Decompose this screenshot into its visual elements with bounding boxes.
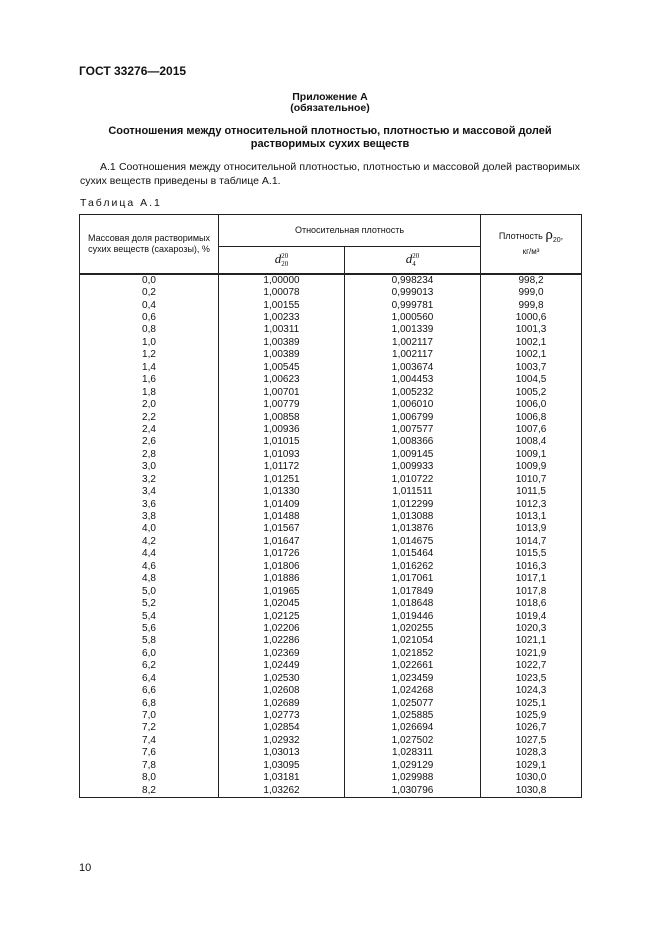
cell-mass-fraction: 7,0 — [80, 710, 219, 722]
cell-d2020: 1,00858 — [219, 411, 345, 423]
cell-mass-fraction: 8,2 — [80, 784, 219, 797]
cell-mass-fraction: 3,0 — [80, 461, 219, 473]
col-header-density — [481, 215, 582, 274]
cell-d204: 1,002117 — [345, 337, 481, 349]
table-row — [80, 772, 582, 784]
cell-d204: 0,999781 — [345, 299, 481, 311]
cell-d2020: 1,01886 — [219, 573, 345, 585]
cell-density: 1022,7 — [481, 660, 582, 672]
cell-d2020: 1,00233 — [219, 312, 345, 324]
cell-d204: 1,010722 — [345, 474, 481, 486]
cell-d2020: 1,00311 — [219, 324, 345, 336]
cell-d2020: 1,01806 — [219, 561, 345, 573]
cell-d2020: 1,03181 — [219, 772, 345, 784]
cell-mass-fraction: 2,0 — [80, 399, 219, 411]
cell-mass-fraction: 1,0 — [80, 337, 219, 349]
cell-d2020: 1,03262 — [219, 784, 345, 797]
table-row — [80, 411, 582, 423]
cell-mass-fraction: 3,2 — [80, 474, 219, 486]
annex-title: Приложение А — [292, 91, 368, 103]
cell-d2020: 1,01251 — [219, 474, 345, 486]
cell-mass-fraction: 0,0 — [80, 274, 219, 287]
cell-d2020: 1,00389 — [219, 337, 345, 349]
cell-d2020: 1,01409 — [219, 498, 345, 510]
cell-mass-fraction: 0,4 — [80, 299, 219, 311]
table-row — [80, 623, 582, 635]
cell-d2020: 1,02449 — [219, 660, 345, 672]
cell-mass-fraction: 1,2 — [80, 349, 219, 361]
section-title: Соотношения между относительной плотностью, плотностью и массовой долей растворимых сухих веществ — [108, 125, 552, 150]
cell-mass-fraction: 5,4 — [80, 610, 219, 622]
table-row — [80, 374, 582, 386]
cell-density: 1014,7 — [481, 536, 582, 548]
cell-density: 999,0 — [481, 287, 582, 299]
cell-mass-fraction: 3,6 — [80, 498, 219, 510]
table-row — [80, 561, 582, 573]
table-row — [80, 660, 582, 672]
cell-d2020: 1,02530 — [219, 673, 345, 685]
table-body — [80, 274, 582, 798]
cell-d2020: 1,02854 — [219, 722, 345, 734]
density-sep: , — [560, 231, 564, 242]
density-table — [79, 214, 582, 798]
cell-d204: 1,008366 — [345, 436, 481, 448]
d204-sub: 4 — [412, 259, 416, 268]
cell-density: 1015,5 — [481, 548, 582, 560]
cell-d204: 1,011511 — [345, 486, 481, 498]
table-row — [80, 523, 582, 535]
density-symbol: ρ — [545, 227, 553, 244]
cell-mass-fraction: 8,0 — [80, 772, 219, 784]
cell-d204: 1,020255 — [345, 623, 481, 635]
cell-density: 1030,0 — [481, 772, 582, 784]
cell-mass-fraction: 3,4 — [80, 486, 219, 498]
table-row — [80, 312, 582, 324]
table-row — [80, 784, 582, 797]
cell-mass-fraction: 5,0 — [80, 585, 219, 597]
cell-d2020: 1,02206 — [219, 623, 345, 635]
cell-d204: 1,012299 — [345, 498, 481, 510]
cell-density: 1017,1 — [481, 573, 582, 585]
cell-density: 1009,1 — [481, 449, 582, 461]
cell-mass-fraction: 3,8 — [80, 511, 219, 523]
table-row — [80, 573, 582, 585]
col-header-mass-fraction: Массовая доля растворимых сухих веществ (сахарозы), % — [80, 215, 219, 274]
cell-d204: 1,016262 — [345, 561, 481, 573]
cell-mass-fraction: 5,8 — [80, 635, 219, 647]
cell-density: 1027,5 — [481, 735, 582, 747]
cell-d204: 1,007577 — [345, 424, 481, 436]
cell-d204: 1,027502 — [345, 735, 481, 747]
cell-density: 1028,3 — [481, 747, 582, 759]
cell-mass-fraction: 4,4 — [80, 548, 219, 560]
table-row — [80, 598, 582, 610]
density-label: Плотность — [498, 231, 543, 242]
cell-mass-fraction: 6,2 — [80, 660, 219, 672]
cell-density: 1007,6 — [481, 424, 582, 436]
cell-d2020: 1,00000 — [219, 274, 345, 287]
cell-mass-fraction: 6,6 — [80, 685, 219, 697]
cell-density: 999,8 — [481, 299, 582, 311]
cell-density: 1030,8 — [481, 784, 582, 797]
table-caption: Таблица А.1 — [80, 197, 162, 209]
d2020-letter: d — [274, 250, 282, 266]
table-row — [80, 287, 582, 299]
cell-d204: 1,026694 — [345, 722, 481, 734]
cell-density: 1017,8 — [481, 585, 582, 597]
cell-d204: 1,003674 — [345, 362, 481, 374]
cell-d2020: 1,00389 — [219, 349, 345, 361]
cell-d204: 1,006010 — [345, 399, 481, 411]
cell-d204: 1,013088 — [345, 511, 481, 523]
cell-density: 1009,9 — [481, 461, 582, 473]
cell-density: 1006,8 — [481, 411, 582, 423]
cell-density: 1005,2 — [481, 386, 582, 398]
cell-mass-fraction: 2,6 — [80, 436, 219, 448]
cell-density: 1024,3 — [481, 685, 582, 697]
cell-d2020: 1,02369 — [219, 648, 345, 660]
cell-d2020: 1,00779 — [219, 399, 345, 411]
cell-density: 1013,1 — [481, 511, 582, 523]
cell-density: 1018,6 — [481, 598, 582, 610]
cell-mass-fraction: 2,2 — [80, 411, 219, 423]
cell-d2020: 1,01647 — [219, 536, 345, 548]
page-number: 10 — [79, 862, 92, 874]
cell-d204: 1,018648 — [345, 598, 481, 610]
cell-d204: 1,005232 — [345, 386, 481, 398]
cell-density: 1023,5 — [481, 673, 582, 685]
cell-d2020: 1,02608 — [219, 685, 345, 697]
cell-d204: 1,009933 — [345, 461, 481, 473]
cell-d204: 1,013876 — [345, 523, 481, 535]
cell-d204: 1,006799 — [345, 411, 481, 423]
cell-density: 1013,9 — [481, 523, 582, 535]
table-row — [80, 498, 582, 510]
table-row — [80, 474, 582, 486]
cell-density: 1001,3 — [481, 324, 582, 336]
cell-density: 1008,4 — [481, 436, 582, 448]
cell-d2020: 1,01093 — [219, 449, 345, 461]
cell-d2020: 1,01726 — [219, 548, 345, 560]
cell-mass-fraction: 0,6 — [80, 312, 219, 324]
table-row — [80, 585, 582, 597]
cell-d2020: 1,03013 — [219, 747, 345, 759]
cell-d204: 1,021852 — [345, 648, 481, 660]
cell-mass-fraction: 7,2 — [80, 722, 219, 734]
cell-mass-fraction: 6,0 — [80, 648, 219, 660]
cell-density: 1021,9 — [481, 648, 582, 660]
cell-d2020: 1,02932 — [219, 735, 345, 747]
table-row — [80, 635, 582, 647]
cell-density: 1020,3 — [481, 623, 582, 635]
cell-d204: 1,002117 — [345, 349, 481, 361]
cell-d2020: 1,00545 — [219, 362, 345, 374]
table-row — [80, 436, 582, 448]
table-row — [80, 697, 582, 709]
cell-density: 1026,7 — [481, 722, 582, 734]
table-row — [80, 610, 582, 622]
cell-d2020: 1,01015 — [219, 436, 345, 448]
table-row — [80, 685, 582, 697]
cell-density: 1003,7 — [481, 362, 582, 374]
cell-density: 1021,1 — [481, 635, 582, 647]
cell-density: 998,2 — [481, 274, 582, 287]
cell-density: 1025,9 — [481, 710, 582, 722]
cell-d2020: 1,00078 — [219, 287, 345, 299]
cell-d204: 1,017061 — [345, 573, 481, 585]
table-row — [80, 324, 582, 336]
cell-density: 1029,1 — [481, 760, 582, 772]
cell-d204: 1,024268 — [345, 685, 481, 697]
table-row — [80, 461, 582, 473]
cell-d204: 1,029988 — [345, 772, 481, 784]
table-row — [80, 722, 582, 734]
cell-density: 1002,1 — [481, 349, 582, 361]
col-header-d204 — [345, 247, 481, 274]
cell-d2020: 1,02286 — [219, 635, 345, 647]
cell-d204: 1,025077 — [345, 697, 481, 709]
table-row — [80, 424, 582, 436]
cell-d2020: 1,01567 — [219, 523, 345, 535]
cell-mass-fraction: 1,6 — [80, 374, 219, 386]
table-row — [80, 349, 582, 361]
cell-density: 1000,6 — [481, 312, 582, 324]
cell-d204: 1,014675 — [345, 536, 481, 548]
body-paragraph: А.1 Соотношения между относительной плотностью, плотностью и массовой долей растворимых сухих веществ приведены в таблице А.1. — [80, 161, 580, 187]
table-row — [80, 449, 582, 461]
cell-density: 1012,3 — [481, 498, 582, 510]
cell-d204: 1,009145 — [345, 449, 481, 461]
cell-d204: 1,025885 — [345, 710, 481, 722]
cell-d2020: 1,00155 — [219, 299, 345, 311]
cell-density: 1010,7 — [481, 474, 582, 486]
cell-mass-fraction: 5,2 — [80, 598, 219, 610]
cell-d204: 1,004453 — [345, 374, 481, 386]
col-header-relative-density: Относительная плотность — [219, 215, 481, 247]
cell-density: 1006,0 — [481, 399, 582, 411]
table-row — [80, 760, 582, 772]
cell-mass-fraction: 2,8 — [80, 449, 219, 461]
table-row — [80, 399, 582, 411]
annex-status: (обязательное) — [290, 102, 370, 114]
cell-density: 1002,1 — [481, 337, 582, 349]
d2020-sup: 20 — [281, 251, 289, 260]
cell-density: 1019,4 — [481, 610, 582, 622]
cell-mass-fraction: 1,4 — [80, 362, 219, 374]
table-row — [80, 386, 582, 398]
cell-density: 1025,1 — [481, 697, 582, 709]
cell-mass-fraction: 4,8 — [80, 573, 219, 585]
cell-d204: 1,029129 — [345, 760, 481, 772]
table-row — [80, 362, 582, 374]
d204-letter: d — [405, 250, 413, 266]
table-row — [80, 511, 582, 523]
cell-d204: 1,017849 — [345, 585, 481, 597]
cell-density: 1011,5 — [481, 486, 582, 498]
cell-mass-fraction: 0,8 — [80, 324, 219, 336]
cell-d2020: 1,01330 — [219, 486, 345, 498]
cell-density: 1004,5 — [481, 374, 582, 386]
cell-mass-fraction: 7,6 — [80, 747, 219, 759]
table-row — [80, 536, 582, 548]
cell-mass-fraction: 7,8 — [80, 760, 219, 772]
table-row — [80, 337, 582, 349]
cell-d204: 1,028311 — [345, 747, 481, 759]
table-row — [80, 299, 582, 311]
cell-d2020: 1,01488 — [219, 511, 345, 523]
table-row — [80, 747, 582, 759]
cell-d2020: 1,01965 — [219, 585, 345, 597]
cell-d2020: 1,02689 — [219, 697, 345, 709]
density-symbol-sub: 20 — [552, 237, 561, 245]
cell-d204: 0,998234 — [345, 274, 481, 287]
cell-mass-fraction: 4,2 — [80, 536, 219, 548]
cell-d2020: 1,01172 — [219, 461, 345, 473]
d204-sup: 20 — [412, 251, 420, 260]
cell-mass-fraction: 4,0 — [80, 523, 219, 535]
cell-d204: 1,023459 — [345, 673, 481, 685]
cell-d2020: 1,02125 — [219, 610, 345, 622]
d2020-sub: 20 — [281, 259, 289, 268]
density-unit: кг/м³ — [522, 247, 540, 257]
cell-mass-fraction: 0,2 — [80, 287, 219, 299]
cell-mass-fraction: 5,6 — [80, 623, 219, 635]
table-row — [80, 274, 582, 287]
cell-mass-fraction: 4,6 — [80, 561, 219, 573]
cell-d2020: 1,03095 — [219, 760, 345, 772]
table-row — [80, 673, 582, 685]
table-row — [80, 548, 582, 560]
cell-d204: 1,030796 — [345, 784, 481, 797]
col-header-d2020 — [219, 247, 345, 274]
table-row — [80, 735, 582, 747]
table-row — [80, 648, 582, 660]
cell-mass-fraction: 6,4 — [80, 673, 219, 685]
cell-density: 1016,3 — [481, 561, 582, 573]
cell-d2020: 1,02045 — [219, 598, 345, 610]
cell-d204: 1,022661 — [345, 660, 481, 672]
cell-d204: 1,019446 — [345, 610, 481, 622]
cell-mass-fraction: 2,4 — [80, 424, 219, 436]
cell-d2020: 1,00701 — [219, 386, 345, 398]
cell-d204: 1,001339 — [345, 324, 481, 336]
cell-mass-fraction: 7,4 — [80, 735, 219, 747]
cell-mass-fraction: 1,8 — [80, 386, 219, 398]
table-row — [80, 710, 582, 722]
cell-d2020: 1,02773 — [219, 710, 345, 722]
cell-d204: 0,999013 — [345, 287, 481, 299]
cell-d2020: 1,00623 — [219, 374, 345, 386]
cell-d204: 1,015464 — [345, 548, 481, 560]
cell-d2020: 1,00936 — [219, 424, 345, 436]
standard-number: ГОСТ 33276—2015 — [79, 64, 187, 78]
cell-d204: 1,021054 — [345, 635, 481, 647]
table-row — [80, 486, 582, 498]
cell-mass-fraction: 6,8 — [80, 697, 219, 709]
cell-d204: 1,000560 — [345, 312, 481, 324]
